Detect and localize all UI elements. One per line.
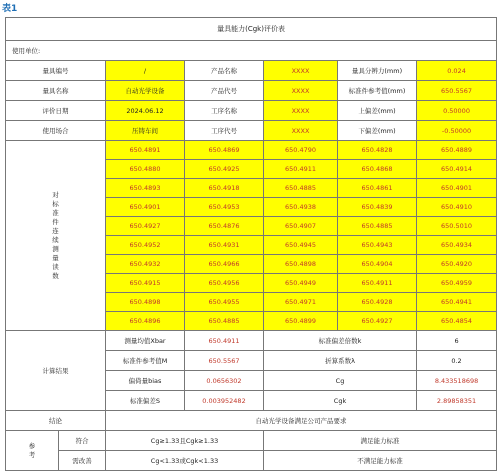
measurement-cell: 650.4927	[338, 312, 417, 331]
conclusion-label: 结论	[6, 411, 106, 431]
product-code-value: XXXX	[264, 81, 338, 101]
measurement-cell: 650.4915	[106, 274, 185, 293]
measurement-cell: 650.4868	[338, 160, 417, 179]
measurement-cell: 650.4898	[106, 293, 185, 312]
measurement-cell: 650.4854	[417, 312, 497, 331]
mean-value: 650.4911	[185, 331, 264, 351]
cgk-evaluation-table	[5, 17, 497, 471]
measurement-cell: 650.4885	[264, 179, 338, 198]
measurement-cell: 650.4956	[185, 274, 264, 293]
bias-label: 偏倚量bias	[106, 371, 185, 391]
process-code-label: 工序代号	[185, 121, 264, 141]
fold-value: 0.2	[417, 351, 497, 371]
ref-value-label: 标准件参考值(mm)	[338, 81, 417, 101]
measurement-cell: 650.4876	[185, 217, 264, 236]
measurement-cell: 650.4911	[338, 274, 417, 293]
measurement-cell: 650.4952	[106, 236, 185, 255]
gauge-no-label: 量具编号	[6, 61, 106, 81]
measurement-cell: 650.4971	[264, 293, 338, 312]
measurement-cell: 650.4896	[106, 312, 185, 331]
measurement-cell: 650.4928	[338, 293, 417, 312]
gauge-name-label: 量具名称	[6, 81, 106, 101]
results-label: 计算结果	[6, 331, 106, 411]
bias-value: 0.0656302	[185, 371, 264, 391]
reference-label: 参考	[6, 431, 59, 471]
measurement-cell: 650.4949	[264, 274, 338, 293]
lower-dev-label: 下偏差(mm)	[338, 121, 417, 141]
measurement-cell: 650.4932	[106, 255, 185, 274]
measurement-cell: 650.4885	[338, 217, 417, 236]
measurement-cell: 650.4901	[417, 179, 497, 198]
measurement-cell: 650.4828	[338, 141, 417, 160]
measurement-cell: 650.4907	[264, 217, 338, 236]
measurement-cell: 650.4901	[106, 198, 185, 217]
cg-label: Cg	[264, 371, 417, 391]
upper-dev-value: 0.50000	[417, 101, 497, 121]
measurement-cell: 650.4898	[264, 255, 338, 274]
measurement-cell: 650.4955	[185, 293, 264, 312]
measurement-cell: 650.4899	[264, 312, 338, 331]
cg-value: 8.433518698	[417, 371, 497, 391]
measurement-cell: 650.4861	[338, 179, 417, 198]
table-caption: 表1	[2, 4, 18, 14]
ref-value-value: 650.5567	[417, 81, 497, 101]
measurement-cell: 650.4941	[417, 293, 497, 312]
resolution-value: 0.024	[417, 61, 497, 81]
gauge-name-value: 自动光学设备	[106, 81, 185, 101]
process-name-label: 工序名称	[185, 101, 264, 121]
gauge-no-value: /	[106, 61, 185, 81]
site-value: 压铸车间	[106, 121, 185, 141]
measurement-cell: 650.4934	[417, 236, 497, 255]
resolution-label: 量具分辨力(mm)	[338, 61, 417, 81]
measurement-cell: 650.4893	[106, 179, 185, 198]
ok-text: 满足能力标准	[264, 431, 497, 451]
ok-condition: Cg≥1.33且Cgk≥1.33	[106, 431, 264, 451]
measurement-cell: 650.4885	[185, 312, 264, 331]
measurement-cell: 650.4918	[185, 179, 264, 198]
eval-date-label: 评价日期	[6, 101, 106, 121]
k-label: 标准偏差倍数k	[264, 331, 417, 351]
process-name-value: XXXX	[264, 101, 338, 121]
measurement-cell: 650.5010	[417, 217, 497, 236]
measurement-cell: 650.4966	[185, 255, 264, 274]
ok-label: 符合	[59, 431, 106, 451]
measurement-cell: 650.4839	[338, 198, 417, 217]
product-code-label: 产品代号	[185, 81, 264, 101]
measurement-cell: 650.4953	[185, 198, 264, 217]
measurement-cell: 650.4911	[264, 160, 338, 179]
measurement-cell: 650.4920	[417, 255, 497, 274]
fold-label: 折算系数λ	[264, 351, 417, 371]
mean-label: 测量均值Xbar	[106, 331, 185, 351]
cgk-label: Cgk	[264, 391, 417, 411]
measurement-cell: 650.4869	[185, 141, 264, 160]
measurement-cell: 650.4790	[264, 141, 338, 160]
measurement-cell: 650.4938	[264, 198, 338, 217]
measurement-cell: 650.4927	[106, 217, 185, 236]
user-unit-label: 使用单位:	[6, 41, 497, 61]
ref-m-label: 标准件参考值M	[106, 351, 185, 371]
measurement-cell: 650.4880	[106, 160, 185, 179]
product-name-value: XXXX	[264, 61, 338, 81]
ng-text: 不满足能力标准	[264, 451, 497, 471]
upper-dev-label: 上偏差(mm)	[338, 101, 417, 121]
sd-label: 标准偏差S	[106, 391, 185, 411]
product-name-label: 产品名称	[185, 61, 264, 81]
measurement-cell: 650.4959	[417, 274, 497, 293]
measurement-cell: 650.4889	[417, 141, 497, 160]
measurement-cell: 650.4891	[106, 141, 185, 160]
cgk-value: 2.89858351	[417, 391, 497, 411]
measurement-cell: 650.4904	[338, 255, 417, 274]
ng-label: 需改善	[59, 451, 106, 471]
process-code-value: XXXX	[264, 121, 338, 141]
conclusion-text: 自动光学设备满足公司产品要求	[106, 411, 497, 431]
measurement-cell: 650.4910	[417, 198, 497, 217]
sd-value: 0.003952482	[185, 391, 264, 411]
ng-condition: Cg<1.33或Cgk<1.33	[106, 451, 264, 471]
measurement-cell: 650.4945	[264, 236, 338, 255]
measurement-label: 对标准件连续测量读数	[6, 141, 106, 331]
site-label: 使用场合	[6, 121, 106, 141]
measurement-cell: 650.4914	[417, 160, 497, 179]
lower-dev-value: -0.50000	[417, 121, 497, 141]
measurement-cell: 650.4943	[338, 236, 417, 255]
measurement-cell: 650.4925	[185, 160, 264, 179]
measurement-cell: 650.4931	[185, 236, 264, 255]
ref-m-value: 650.5567	[185, 351, 264, 371]
k-value: 6	[417, 331, 497, 351]
eval-date-value: 2024.06.12	[106, 101, 185, 121]
table-title: 量具能力(Cgk)评价表	[6, 18, 497, 41]
measurement-row	[6, 141, 497, 160]
